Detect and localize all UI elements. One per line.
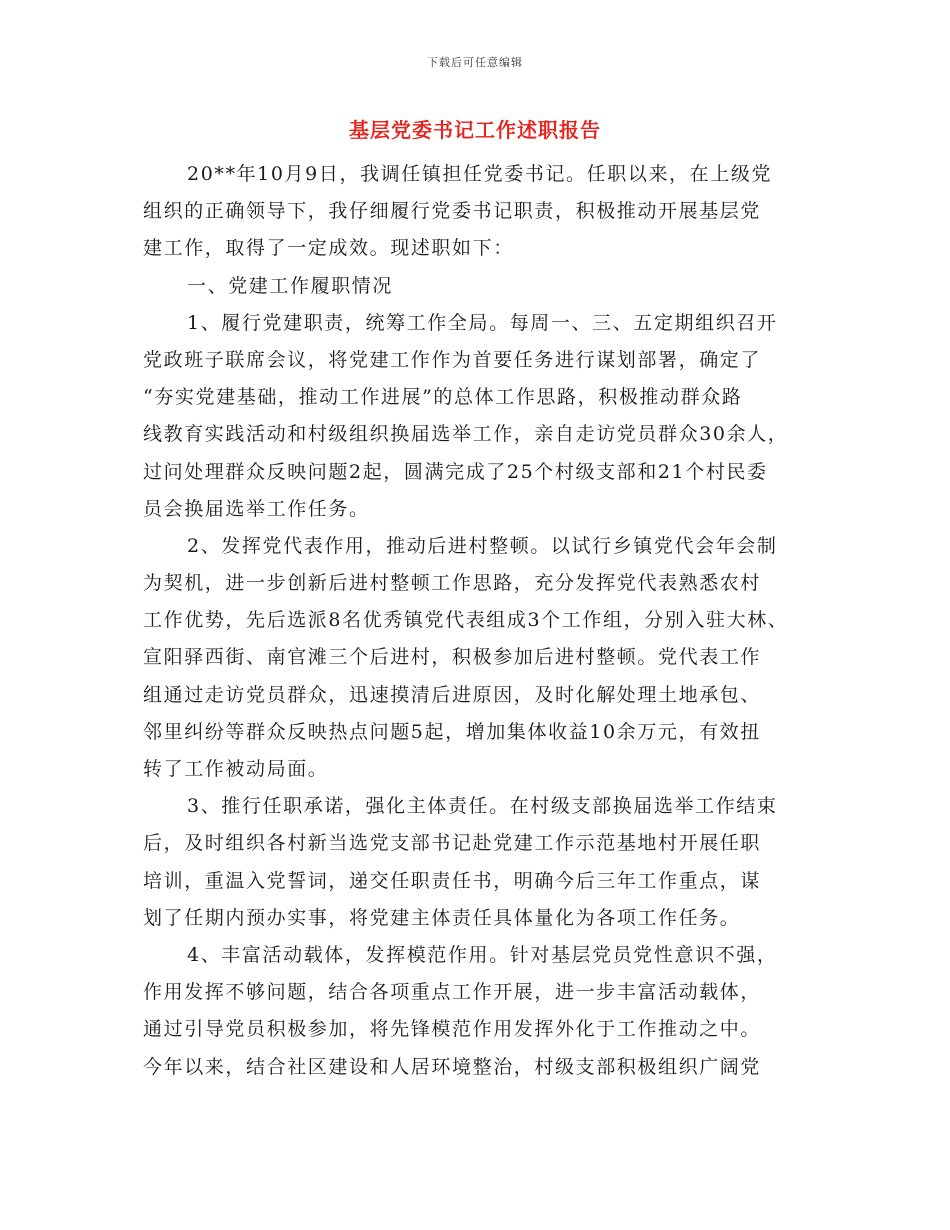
body-line: 建工作，取得了一定成效。现述职如下： bbox=[143, 237, 514, 260]
body-line: 2、发挥党代表作用，推动后进村整顿。以试行乡镇党代会年会制 bbox=[187, 534, 778, 557]
document-body bbox=[143, 156, 833, 1086]
body-line: 4、丰富活动载体，发挥模范作用。针对基层党员党性意识不强， bbox=[187, 943, 778, 966]
body-line: 组通过走访党员群众，迅速摸清后进原因，及时化解处理土地承包、 bbox=[143, 683, 762, 706]
body-line: 转了工作被动局面。 bbox=[143, 758, 329, 780]
body-line: 划了任期内预办实事，将党建主体责任具体量化为各项工作任务。 bbox=[143, 906, 741, 929]
body-line: 后，及时组织各村新当选党支部书记赴党建工作示范基地村开展任职 bbox=[143, 832, 762, 855]
body-line: 通过引导党员积极参加，将先锋模范作用发挥外化于工作推动之中。 bbox=[143, 1018, 762, 1041]
body-line: 1、履行党建职责，统筹工作全局。每周一、三、五定期组织召开 bbox=[187, 311, 778, 334]
header-note: 下载后可任意编辑 bbox=[427, 56, 523, 69]
body-line: 员会换届选举工作任务。 bbox=[143, 497, 370, 520]
body-line: 一、党建工作履职情况 bbox=[187, 274, 394, 297]
body-line: 邻里纠纷等群众反映热点问题5起，增加集体收益10余万元，有效扭 bbox=[143, 720, 761, 743]
document-title: 基层党委书记工作述职报告 bbox=[349, 118, 601, 142]
body-line: 党政班子联席会议，将党建工作作为首要任务进行谋划部署，确定了 bbox=[143, 348, 762, 371]
body-line: 过问处理群众反映问题2起，圆满完成了25个村级支部和21个村民委 bbox=[143, 460, 768, 483]
body-line: 20**年10月9日，我调任镇担任党委书记。任职以来，在上级党 bbox=[187, 163, 773, 185]
body-line: 工作优势，先后选派8名优秀镇党代表组成3个工作组，分别入驻大林、 bbox=[143, 609, 789, 632]
body-line: 3、推行任职承诺，强化主体责任。在村级支部换届选举工作结束 bbox=[187, 795, 778, 818]
body-line: 培训，重温入党誓词，递交任职责任书，明确今后三年工作重点，谋 bbox=[143, 869, 762, 892]
body-line: “夯实党建基础，推动工作进展”的总体工作思路，积极推动群众路 bbox=[143, 386, 743, 409]
body-line: 组织的正确领导下，我仔细履行党委书记职责，积极推动开展基层党 bbox=[143, 200, 762, 223]
body-line: 线教育实践活动和村级组织换届选举工作，亲自走访党员群众30余人， bbox=[143, 423, 789, 446]
body-line: 为契机，进一步创新后进村整顿工作思路，充分发挥党代表熟悉农村 bbox=[143, 572, 762, 595]
body-line: 今年以来，结合社区建设和人居环境整治，村级支部积极组织广阔党 bbox=[143, 1055, 762, 1078]
body-line: 宣阳驿西街、南官滩三个后进村，积极参加后进村整顿。党代表工作 bbox=[143, 646, 762, 669]
body-line: 作用发挥不够问题，结合各项重点工作开展，进一步丰富活动载体， bbox=[143, 981, 762, 1004]
